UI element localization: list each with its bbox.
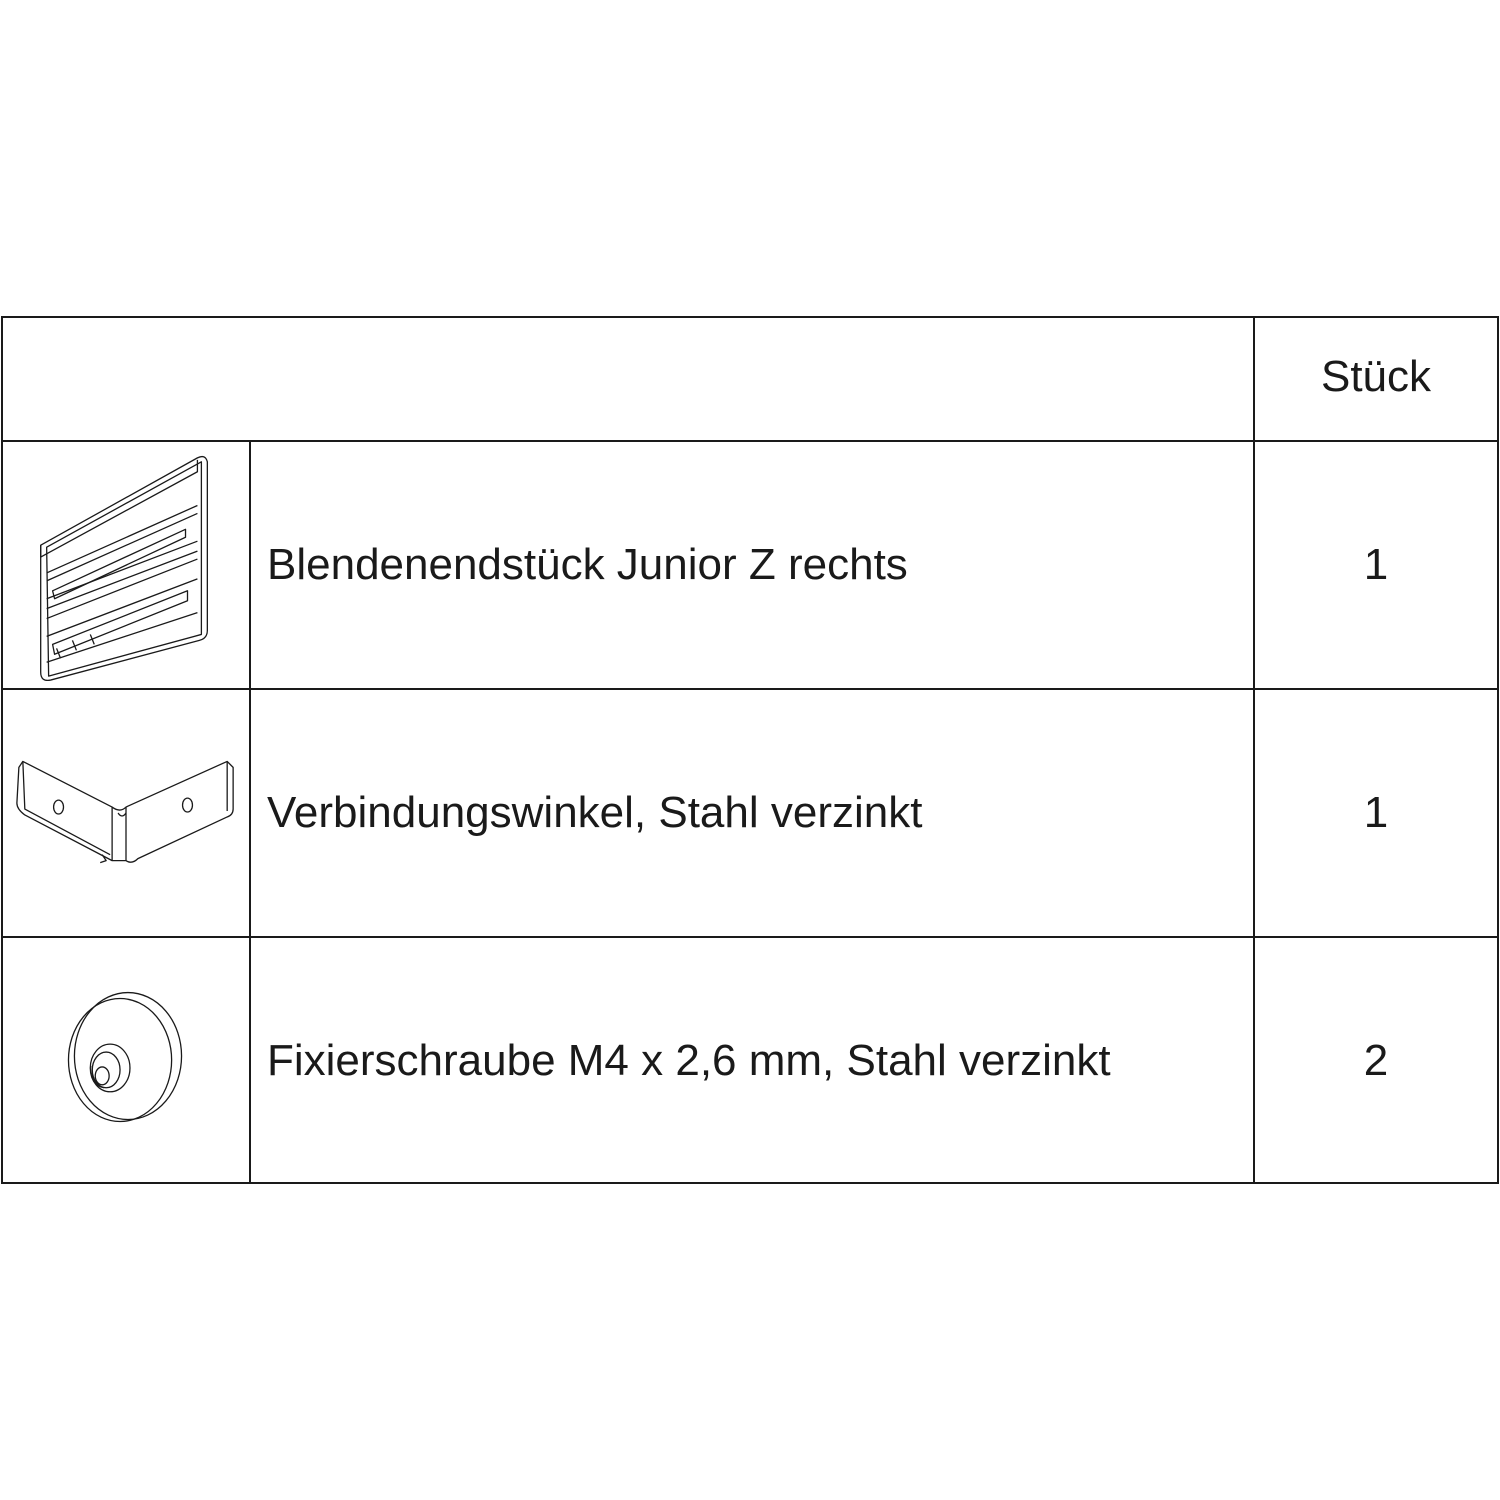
part-description: Verbindungswinkel, Stahl verzinkt bbox=[267, 788, 923, 837]
table-row bbox=[3, 690, 1497, 938]
table-row bbox=[3, 442, 1497, 690]
table-row bbox=[3, 938, 1497, 1184]
end-cap-profile-icon bbox=[3, 441, 249, 689]
angle-bracket-icon bbox=[3, 689, 249, 937]
table-header-row bbox=[3, 318, 1497, 442]
part-image-cell bbox=[3, 938, 251, 1184]
part-description: Blendenendstück Junior Z rechts bbox=[267, 540, 908, 589]
header-empty-cell bbox=[3, 318, 1253, 440]
part-quantity: 1 bbox=[1253, 690, 1497, 936]
part-image-cell bbox=[3, 690, 251, 936]
quantity-header: Stück bbox=[1253, 318, 1497, 440]
part-quantity: 2 bbox=[1253, 938, 1497, 1184]
part-image-cell bbox=[3, 442, 251, 688]
part-quantity: 1 bbox=[1253, 442, 1497, 688]
part-description: Fixierschraube M4 x 2,6 mm, Stahl verzinkt bbox=[267, 1036, 1111, 1085]
parts-table bbox=[1, 316, 1499, 1184]
fixing-screw-icon bbox=[3, 938, 249, 1184]
